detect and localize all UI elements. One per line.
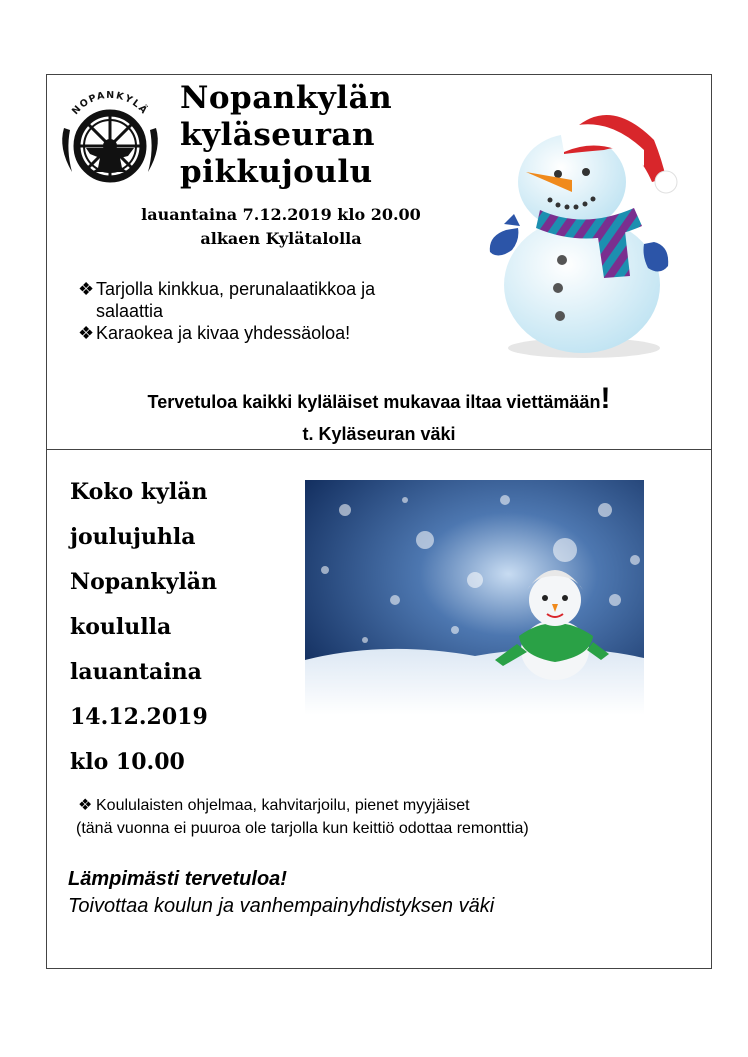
logo-text: NOPANKYLÄ xyxy=(70,89,150,118)
welcome-exclamation: ! xyxy=(600,382,611,415)
event1-title xyxy=(180,80,392,191)
event2-note: (tänä vuonna ei puuroa ole tarjolla kun keittiö odottaa remonttia) xyxy=(76,820,529,837)
title-line: 14.12.2019 xyxy=(70,704,208,730)
wagon-wheel-anvil-logo-icon xyxy=(56,88,164,192)
title-line: Nopankylän xyxy=(70,569,218,595)
event1-place: alkaen Kylätalolla xyxy=(200,229,362,248)
title-line: klo 10.00 xyxy=(70,749,185,775)
title-line: Nopankylän xyxy=(180,80,393,116)
title-line: koululla xyxy=(70,614,172,640)
list-item-continuation: salaattia xyxy=(96,301,164,321)
list-item: ❖ Tarjolla kinkkua, perunalaatikkoa ja xyxy=(78,279,376,299)
list-item: ❖ Karaokea ja kivaa yhdessäoloa! xyxy=(78,323,351,343)
snowman-illustration xyxy=(484,100,698,362)
diamond-bullet-icon: ❖ xyxy=(78,323,95,343)
event1-signature: t. Kyläseuran väki xyxy=(302,424,456,444)
title-line: Koko kylän xyxy=(70,479,208,505)
event2-greeting: Lämpimästi tervetuloa! xyxy=(68,868,287,890)
winter-snowman-photo xyxy=(305,480,644,715)
title-line: kyläseuran xyxy=(180,117,376,153)
event1-date: lauantaina 7.12.2019 klo 20.00 xyxy=(141,205,421,224)
title-line: lauantaina xyxy=(70,659,202,685)
event1-bullets xyxy=(78,278,375,344)
title-line: joulujuhla xyxy=(70,524,196,550)
event1-welcome: Tervetuloa kaikki kyläläiset mukavaa iltaa viettämään! xyxy=(147,382,611,415)
event2-bullet: ❖ Koululaisten ohjelmaa, kahvitarjoilu, pienet myyjäiset xyxy=(78,797,470,814)
event2-signature: Toivottaa koulun ja vanhempainyhdistyksen väki xyxy=(68,895,495,917)
event2-title xyxy=(70,470,217,785)
diamond-bullet-icon: ❖ xyxy=(78,797,93,814)
title-line: pikkujoulu xyxy=(180,154,373,190)
diamond-bullet-icon: ❖ xyxy=(78,279,95,299)
